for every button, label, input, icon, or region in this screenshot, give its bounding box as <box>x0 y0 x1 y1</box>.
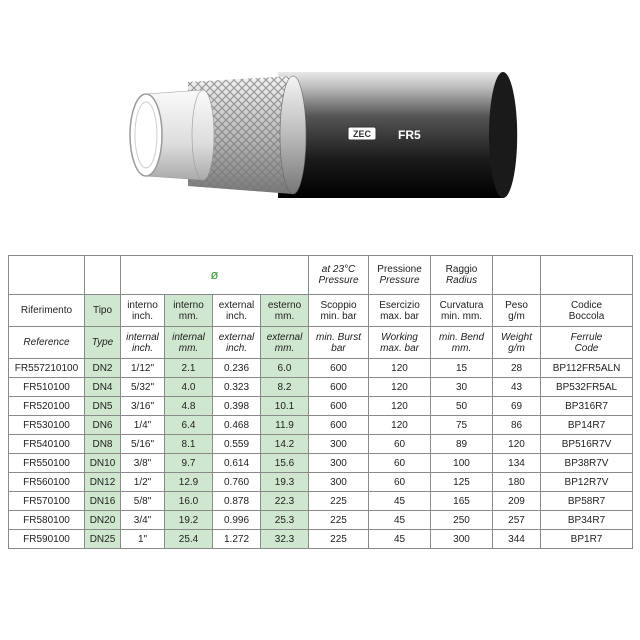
col-external-inch: external inch. <box>213 295 261 327</box>
cell-reference: FR557210100 <box>9 359 85 378</box>
cell-internal-mm: 4.0 <box>165 378 213 397</box>
cell-internal-inch: 3/4" <box>121 511 165 530</box>
col-ferrule: Ferrule Code <box>541 327 633 359</box>
cell-ferrule: BP316R7 <box>541 397 633 416</box>
cell-ferrule: BP58R7 <box>541 492 633 511</box>
table-row <box>9 530 633 549</box>
cell-external-inch: 0.236 <box>213 359 261 378</box>
header-blank <box>493 256 541 295</box>
cell-burst: 300 <box>309 454 369 473</box>
col-external-inch-en: external inch. <box>213 327 261 359</box>
header-blank <box>541 256 633 295</box>
cell-reference: FR580100 <box>9 511 85 530</box>
col-external-mm: external mm. <box>261 327 309 359</box>
cell-working: 120 <box>369 359 431 378</box>
cell-weight: 257 <box>493 511 541 530</box>
cell-external-mm: 25.3 <box>261 511 309 530</box>
cell-bend: 75 <box>431 416 493 435</box>
cell-weight: 69 <box>493 397 541 416</box>
cell-weight: 209 <box>493 492 541 511</box>
cell-internal-mm: 4.8 <box>165 397 213 416</box>
diameter-header: ø <box>121 256 309 295</box>
cell-internal-mm: 16.0 <box>165 492 213 511</box>
cell-internal-inch: 1" <box>121 530 165 549</box>
col-interno-mm: interno mm. <box>165 295 213 327</box>
cell-working: 45 <box>369 511 431 530</box>
cell-bend: 50 <box>431 397 493 416</box>
brand-logo-text: ZEC <box>353 129 371 139</box>
cell-external-mm: 6.0 <box>261 359 309 378</box>
col-peso: Peso g/m <box>493 295 541 327</box>
table-row <box>9 416 633 435</box>
cell-external-mm: 8.2 <box>261 378 309 397</box>
cell-working: 45 <box>369 530 431 549</box>
cell-bend: 30 <box>431 378 493 397</box>
cell-ferrule: BP532FR5AL <box>541 378 633 397</box>
cell-internal-inch: 3/8" <box>121 454 165 473</box>
col-tipo: Tipo <box>85 295 121 327</box>
cell-ferrule: BP38R7V <box>541 454 633 473</box>
cell-weight: 120 <box>493 435 541 454</box>
cell-reference: FR560100 <box>9 473 85 492</box>
cell-type: DN25 <box>85 530 121 549</box>
cell-working: 120 <box>369 378 431 397</box>
table-row <box>9 397 633 416</box>
cell-internal-mm: 6.4 <box>165 416 213 435</box>
cell-external-inch: 0.323 <box>213 378 261 397</box>
cell-ferrule: BP1R7 <box>541 530 633 549</box>
cell-weight: 43 <box>493 378 541 397</box>
cell-burst: 600 <box>309 359 369 378</box>
cell-bend: 165 <box>431 492 493 511</box>
col-riferimento: Riferimento <box>9 295 85 327</box>
cell-external-mm: 22.3 <box>261 492 309 511</box>
cell-burst: 225 <box>309 511 369 530</box>
cell-reference: FR550100 <box>9 454 85 473</box>
cell-weight: 344 <box>493 530 541 549</box>
cell-type: DN12 <box>85 473 121 492</box>
cell-weight: 134 <box>493 454 541 473</box>
cell-weight: 180 <box>493 473 541 492</box>
cell-reference: FR540100 <box>9 435 85 454</box>
table-row <box>9 511 633 530</box>
cell-internal-mm: 8.1 <box>165 435 213 454</box>
cell-internal-inch: 5/32" <box>121 378 165 397</box>
cell-bend: 125 <box>431 473 493 492</box>
raggio-header: Raggio Radius <box>431 256 493 295</box>
cell-working: 60 <box>369 454 431 473</box>
cell-internal-inch: 1/4" <box>121 416 165 435</box>
table-row <box>9 435 633 454</box>
col-internal-mm: internal mm. <box>165 327 213 359</box>
table-row <box>9 359 633 378</box>
col-reference: Reference <box>9 327 85 359</box>
cell-bend: 300 <box>431 530 493 549</box>
cell-internal-mm: 9.7 <box>165 454 213 473</box>
cell-external-inch: 1.272 <box>213 530 261 549</box>
cell-external-inch: 0.614 <box>213 454 261 473</box>
cell-reference: FR530100 <box>9 416 85 435</box>
cell-burst: 600 <box>309 416 369 435</box>
table-body <box>9 359 633 549</box>
cell-internal-inch: 1/2" <box>121 473 165 492</box>
cell-type: DN16 <box>85 492 121 511</box>
col-weight: Weight g/m <box>493 327 541 359</box>
cell-bend: 89 <box>431 435 493 454</box>
cell-internal-mm: 2.1 <box>165 359 213 378</box>
cell-type: DN6 <box>85 416 121 435</box>
cell-bend: 15 <box>431 359 493 378</box>
cell-external-inch: 0.996 <box>213 511 261 530</box>
cell-type: DN2 <box>85 359 121 378</box>
cell-reference: FR590100 <box>9 530 85 549</box>
cell-type: DN5 <box>85 397 121 416</box>
cell-internal-mm: 19.2 <box>165 511 213 530</box>
cell-ferrule: BP516R7V <box>541 435 633 454</box>
col-esercizio: Esercizio max. bar <box>369 295 431 327</box>
cell-type: DN4 <box>85 378 121 397</box>
col-burst: min. Burst bar <box>309 327 369 359</box>
col-scoppio: Scoppio min. bar <box>309 295 369 327</box>
table-row <box>9 454 633 473</box>
cell-type: DN10 <box>85 454 121 473</box>
cell-external-inch: 0.760 <box>213 473 261 492</box>
cell-weight: 28 <box>493 359 541 378</box>
pressione-header: Pressione Pressure <box>369 256 431 295</box>
cell-ferrule: BP112FR5ALN <box>541 359 633 378</box>
cell-internal-inch: 5/16" <box>121 435 165 454</box>
cell-burst: 300 <box>309 435 369 454</box>
col-working: Working max. bar <box>369 327 431 359</box>
col-bend: min. Bend mm. <box>431 327 493 359</box>
col-internal-inch: internal inch. <box>121 327 165 359</box>
col-codice: Codice Boccola <box>541 295 633 327</box>
cell-burst: 225 <box>309 492 369 511</box>
cell-internal-inch: 1/12" <box>121 359 165 378</box>
cell-external-inch: 0.878 <box>213 492 261 511</box>
cell-internal-mm: 25.4 <box>165 530 213 549</box>
header-blank <box>85 256 121 295</box>
cell-external-inch: 0.559 <box>213 435 261 454</box>
cell-working: 45 <box>369 492 431 511</box>
table-row <box>9 378 633 397</box>
cell-bend: 100 <box>431 454 493 473</box>
cell-external-inch: 0.398 <box>213 397 261 416</box>
cell-internal-mm: 12.9 <box>165 473 213 492</box>
cell-bend: 250 <box>431 511 493 530</box>
cell-external-mm: 15.6 <box>261 454 309 473</box>
table-row <box>9 473 633 492</box>
cell-internal-inch: 3/16" <box>121 397 165 416</box>
cell-burst: 300 <box>309 473 369 492</box>
cell-burst: 600 <box>309 378 369 397</box>
cell-ferrule: BP14R7 <box>541 416 633 435</box>
cell-external-inch: 0.468 <box>213 416 261 435</box>
col-type: Type <box>85 327 121 359</box>
cell-burst: 225 <box>309 530 369 549</box>
cell-type: DN20 <box>85 511 121 530</box>
table-row <box>9 492 633 511</box>
cell-working: 120 <box>369 397 431 416</box>
cell-external-mm: 10.1 <box>261 397 309 416</box>
cell-reference: FR520100 <box>9 397 85 416</box>
product-name: FR5 <box>398 128 421 142</box>
cell-internal-inch: 5/8" <box>121 492 165 511</box>
cell-reference: FR510100 <box>9 378 85 397</box>
cell-burst: 600 <box>309 397 369 416</box>
cell-external-mm: 32.3 <box>261 530 309 549</box>
col-esterno-mm: esterno mm. <box>261 295 309 327</box>
temperature-pressure-header: at 23°C Pressure <box>309 256 369 295</box>
col-interno-inch: interno inch. <box>121 295 165 327</box>
cell-ferrule: BP12R7V <box>541 473 633 492</box>
col-curvatura: Curvatura min. mm. <box>431 295 493 327</box>
cell-working: 60 <box>369 435 431 454</box>
cell-ferrule: BP34R7 <box>541 511 633 530</box>
specification-table <box>8 255 633 549</box>
cell-external-mm: 19.3 <box>261 473 309 492</box>
hose-illustration <box>118 60 518 210</box>
cell-working: 60 <box>369 473 431 492</box>
cell-reference: FR570100 <box>9 492 85 511</box>
cell-working: 120 <box>369 416 431 435</box>
header-blank <box>9 256 85 295</box>
cell-external-mm: 11.9 <box>261 416 309 435</box>
cell-weight: 86 <box>493 416 541 435</box>
cell-type: DN8 <box>85 435 121 454</box>
cell-external-mm: 14.2 <box>261 435 309 454</box>
